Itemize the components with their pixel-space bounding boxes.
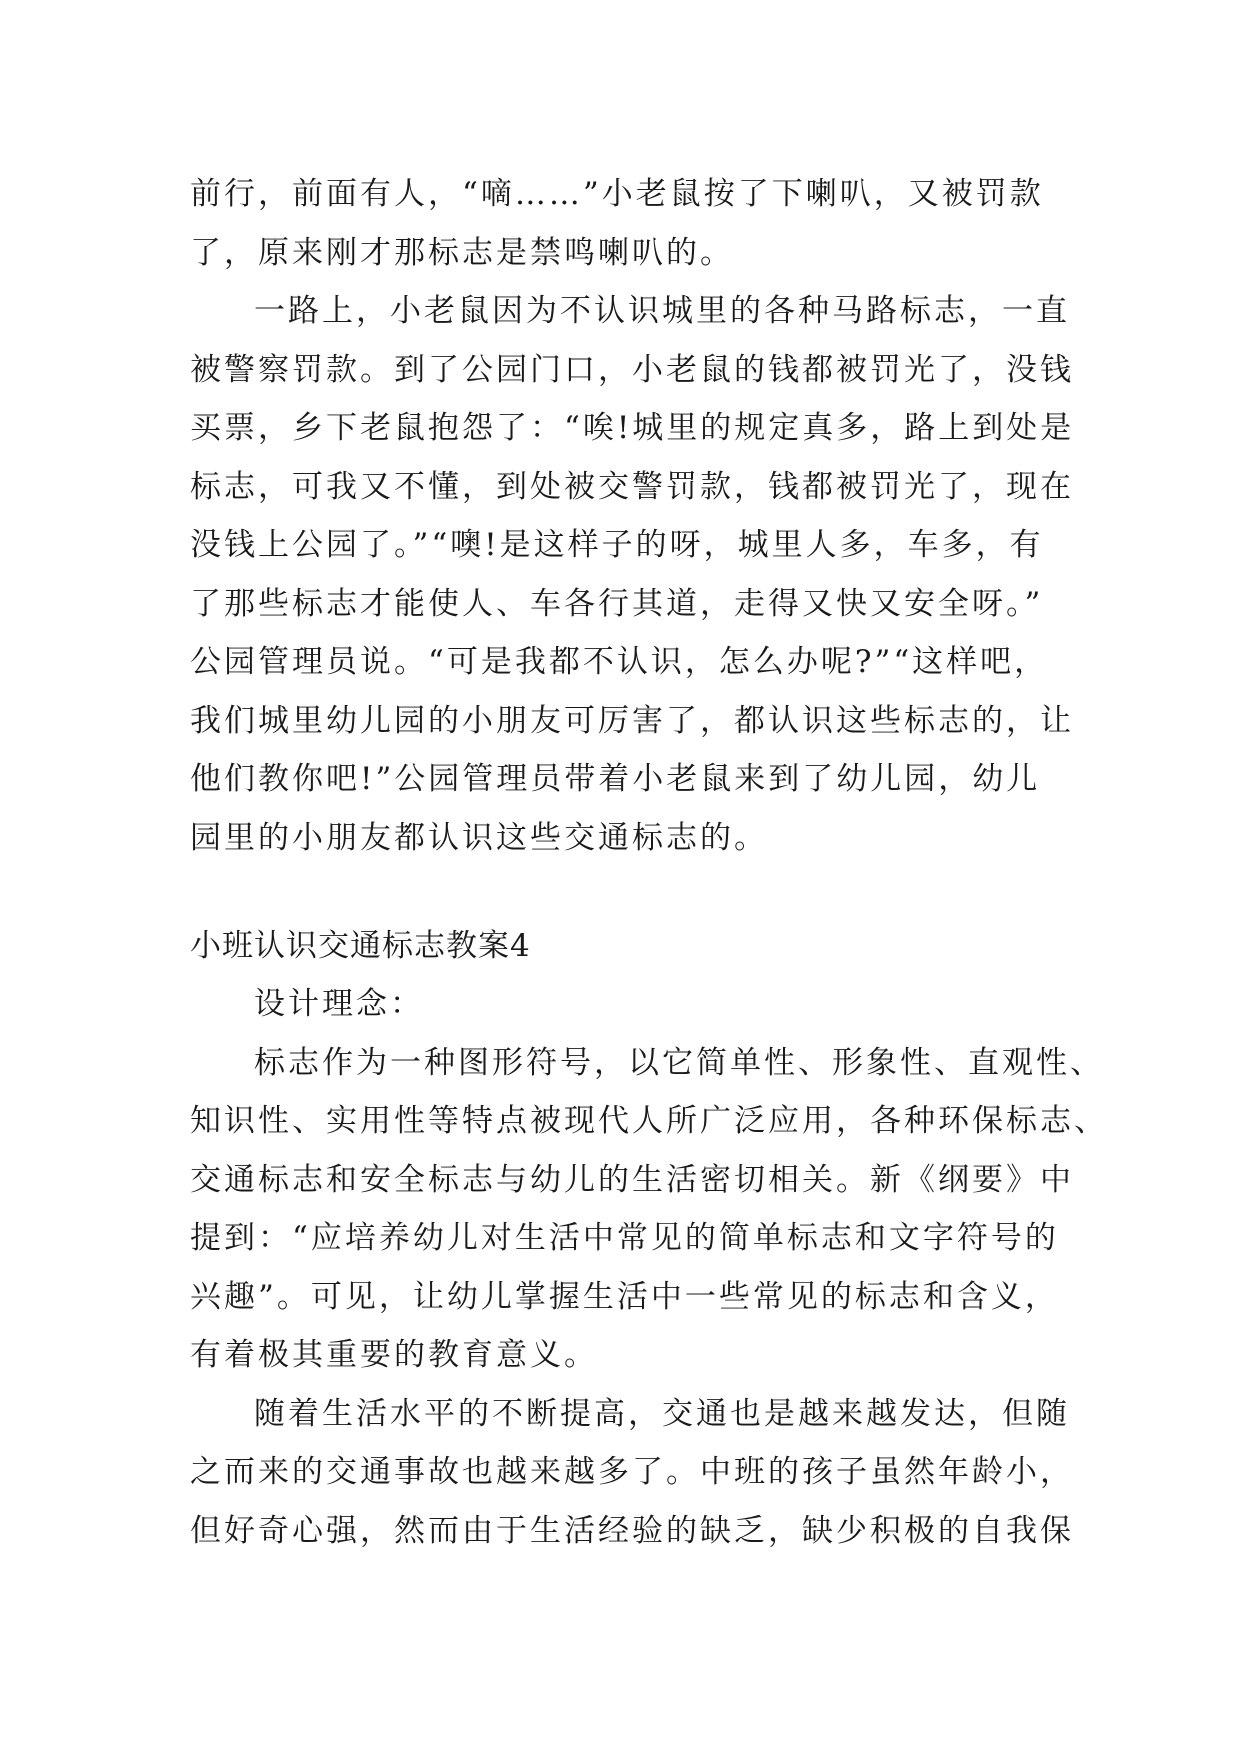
text-line: 我们城里幼儿园的小朋友可厉害了，都认识这些标志的，让 xyxy=(190,702,1074,739)
text-line: 设计理念： xyxy=(254,986,424,1022)
text-line: 公园管理员说。“可是我都不认识，怎么办呢?”“这样吧， xyxy=(190,644,1049,680)
text-line: 之而来的交通事故也越来越多了。中班的孩子虽然年龄小， xyxy=(190,1454,1074,1490)
text-line: 标志，可我又不懂，到处被交警罚款，钱都被罚光了，现在 xyxy=(190,468,1074,505)
text-line: 买票，乡下老鼠抱怨了：“唉!城里的规定真多，路上到处是 xyxy=(190,410,1075,446)
text-line: 了，原来刚才那标志是禁鸣喇叭的。 xyxy=(190,234,734,271)
text-line: 知识性、实用性等特点被现代人所广泛应用，各种环保标志、 xyxy=(190,1103,1108,1139)
text-line: 他们教你吧!”公园管理员带着小老鼠来到了幼儿园，幼儿 xyxy=(190,761,1041,797)
text-line: 随着生活水平的不断提高，交通也是越来越发达，但随 xyxy=(254,1395,1070,1432)
lesson-plan-paragraphs xyxy=(190,975,1108,1560)
text-line: 兴趣”。可见，让幼儿掌握生活中一些常见的标志和含义， xyxy=(190,1278,1059,1315)
text-line: 提到：“应培养幼儿对生活中常见的简单标志和文字符号的 xyxy=(190,1220,1059,1256)
text-line: 园里的小朋友都认识这些交通标志的。 xyxy=(190,819,768,856)
text-line: 一路上，小老鼠因为不认识城里的各种马路标志，一直 xyxy=(254,293,1070,329)
text-line: 前行，前面有人，“嘀……”小老鼠按了下喇叭，又被罚款 xyxy=(190,176,1044,212)
text-line: 标志作为一种图形符号，以它简单性、形象性、直观性、 xyxy=(254,1044,1104,1081)
text-line: 没钱上公园了。”“噢!是这样子的呀，城里人多，车多，有 xyxy=(190,527,1044,563)
text-line: 了那些标志才能使人、车各行其道，走得又快又安全呀。” xyxy=(190,585,1044,622)
text-line: 被警察罚款。到了公园门口，小老鼠的钱都被罚光了，没钱 xyxy=(190,351,1074,388)
story-paragraphs xyxy=(190,165,1075,867)
text-line: 交通标志和安全标志与幼儿的生活密切相关。新《纲要》中 xyxy=(190,1161,1074,1198)
text-line: 但好奇心强，然而由于生活经验的缺乏，缺少积极的自我保 xyxy=(190,1512,1074,1549)
text-line: 有着极其重要的教育意义。 xyxy=(190,1337,598,1373)
section-heading: 小班认识交通标志教案4 xyxy=(190,928,531,964)
